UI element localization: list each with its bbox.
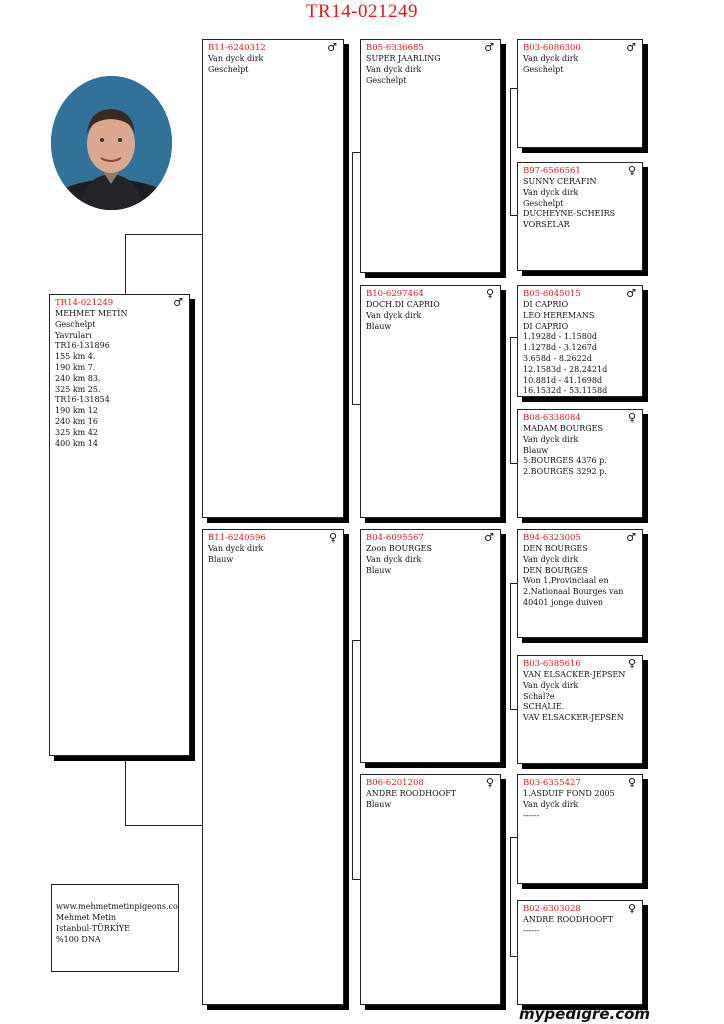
detail-line: Van dyck dirk bbox=[366, 554, 422, 564]
detail-line: ANDRE ROODHOOFT bbox=[366, 789, 457, 798]
detail-line: VORSELAR bbox=[523, 220, 570, 230]
detail-line: Schal?e bbox=[523, 691, 555, 701]
ring-number: B03-6385616 bbox=[523, 659, 581, 669]
owner-location: Istanbul-TÜRKİYE bbox=[56, 924, 131, 933]
detail-line: 190 km 12 bbox=[55, 406, 98, 416]
detail-line: Van dyck dirk bbox=[523, 799, 579, 809]
connector-line bbox=[510, 88, 511, 216]
female-symbol-icon: ♀ bbox=[485, 776, 494, 789]
owner-info-box bbox=[51, 884, 179, 972]
ring-number: B02-6303028 bbox=[523, 904, 581, 914]
great-grandparent-card[interactable] bbox=[517, 39, 643, 148]
detail-line: Blauw bbox=[523, 445, 549, 455]
detail-line: Geschelpt bbox=[523, 198, 564, 208]
detail-line: Blauw bbox=[366, 565, 392, 575]
detail-line: 2.BOURGES 3292 p. bbox=[523, 467, 607, 477]
owner-portrait-image bbox=[51, 76, 172, 210]
ring-number: B04-6095567 bbox=[366, 533, 424, 543]
dna-note: %100 DNA bbox=[56, 935, 101, 944]
owner-name: Mehmet Metin bbox=[56, 913, 117, 922]
grandparent-card[interactable] bbox=[360, 529, 501, 763]
detail-line: Van dyck dirk bbox=[208, 544, 264, 553]
connector-line bbox=[125, 756, 126, 826]
ring-number: B03-6355427 bbox=[523, 778, 581, 788]
detail-line: SCHALIE. bbox=[523, 702, 565, 712]
subject-card[interactable] bbox=[49, 294, 190, 756]
ring-number: B06-6201208 bbox=[366, 778, 424, 788]
male-symbol-icon: ♂ bbox=[626, 531, 636, 544]
sire-card[interactable] bbox=[202, 39, 344, 518]
ring-number: B11-6240596 bbox=[208, 533, 266, 543]
detail-line: 40401 jonge duiven bbox=[523, 597, 604, 607]
great-grandparent-card[interactable] bbox=[517, 774, 643, 884]
male-symbol-icon: ♂ bbox=[626, 287, 636, 300]
great-grandparent-card[interactable] bbox=[517, 529, 643, 638]
connector-line bbox=[510, 583, 511, 710]
detail-line: Zoon BOURGES bbox=[366, 544, 432, 553]
detail-line: Geschelpt bbox=[55, 319, 96, 329]
brand-logo: mypedigre.com bbox=[519, 1005, 651, 1023]
ring-number: B97-6566561 bbox=[523, 166, 581, 176]
male-symbol-icon: ♂ bbox=[484, 41, 494, 54]
detail-line: 1.1928d - 1.1580d bbox=[523, 332, 598, 342]
detail-line: VAN ELSACKER-JEPSEN bbox=[523, 670, 626, 679]
grandparent-card[interactable] bbox=[360, 39, 501, 273]
detail-line: Van dyck dirk bbox=[366, 310, 422, 320]
detail-line: DI CAPRIO bbox=[523, 321, 569, 331]
dam-card[interactable] bbox=[202, 529, 344, 1005]
detail-line: Van dyck dirk bbox=[523, 680, 579, 690]
detail-line: 1.1278d - 3.1267d bbox=[523, 343, 598, 353]
detail-line: 2.Nationaal Bourges van bbox=[523, 587, 624, 597]
connector-line bbox=[125, 825, 205, 826]
subject-details bbox=[55, 309, 184, 449]
detail-line: 10.881d - 41.1698d bbox=[523, 375, 603, 385]
male-symbol-icon: ♂ bbox=[327, 41, 337, 54]
female-symbol-icon: ♀ bbox=[627, 902, 636, 915]
detail-line: 3.658d - 8.2622d bbox=[523, 353, 592, 363]
female-symbol-icon: ♀ bbox=[485, 287, 494, 300]
female-symbol-icon: ♀ bbox=[328, 531, 337, 544]
male-symbol-icon: ♂ bbox=[173, 296, 183, 309]
detail-line: MADAM BOURGES bbox=[523, 424, 603, 433]
connector-line bbox=[125, 234, 205, 235]
detail-line: TR16-131854 bbox=[55, 395, 110, 405]
detail-line: LEO HEREMANS bbox=[523, 310, 595, 320]
detail-line: Geschelpt bbox=[366, 75, 407, 85]
detail-line: 5.BOURGES 4376 p. bbox=[523, 456, 607, 466]
detail-line: MEHMET METİN bbox=[55, 309, 128, 318]
detail-line: 240 km 83. bbox=[55, 373, 101, 383]
detail-line: Van dyck dirk bbox=[366, 64, 422, 74]
detail-line: 190 km 7. bbox=[55, 362, 96, 372]
website-link[interactable]: www.mehmetmetinpigeons.co bbox=[56, 902, 178, 911]
male-symbol-icon: ♂ bbox=[626, 41, 636, 54]
ring-number: TR14-021249 bbox=[55, 298, 114, 308]
great-grandparent-card[interactable] bbox=[517, 162, 643, 271]
ring-number: B94-6323005 bbox=[523, 533, 581, 543]
connector-line bbox=[125, 234, 126, 294]
detail-line: VAV ELSACKER-JEPSEN bbox=[523, 713, 624, 723]
detail-line: DEN BOURGES bbox=[523, 544, 588, 553]
female-symbol-icon: ♀ bbox=[627, 657, 636, 670]
detail-line: SUPER JAARLING bbox=[366, 54, 441, 63]
detail-line: Van dyck dirk bbox=[523, 187, 579, 197]
detail-line: Blauw bbox=[366, 799, 392, 809]
detail-line: DUCHEYNE-SCHEIRS bbox=[523, 209, 616, 219]
detail-line: 155 km 4. bbox=[55, 352, 96, 362]
detail-line: 12.1583d - 28.2421d bbox=[523, 364, 608, 374]
ring-number: B05-6336685 bbox=[366, 43, 424, 53]
pedigree-title: TR14-021249 bbox=[305, 1, 419, 22]
detail-line: SUNNY CERAFIN bbox=[523, 177, 597, 186]
detail-line: 400 km 14 bbox=[55, 438, 98, 448]
detail-line: DEN BOURGES bbox=[523, 565, 588, 575]
ring-number: B03-6086300 bbox=[523, 43, 581, 53]
detail-line: Van dyck dirk bbox=[523, 54, 579, 63]
detail-line: ANDRE ROODHOOFT bbox=[523, 915, 614, 924]
detail-line: Won 1.Provinciaal en bbox=[523, 576, 609, 586]
detail-line: 240 km 16 bbox=[55, 416, 98, 426]
male-symbol-icon: ♂ bbox=[484, 531, 494, 544]
ring-number: B08-6338084 bbox=[523, 413, 581, 423]
great-grandparent-card[interactable] bbox=[517, 655, 643, 764]
detail-line: Geschelpt bbox=[208, 64, 249, 74]
ring-number: B11-6240312 bbox=[208, 43, 266, 53]
female-symbol-icon: ♀ bbox=[627, 164, 636, 177]
ring-number: B05-6045015 bbox=[523, 289, 581, 299]
detail-line: 16.1532d - 53.1158d bbox=[523, 386, 608, 396]
detail-line: DI CAPRIO bbox=[523, 300, 569, 309]
connector-line bbox=[352, 640, 353, 880]
detail-line: 325 km 25. bbox=[55, 384, 101, 394]
ring-number: B10-6297464 bbox=[366, 289, 424, 299]
detail-line: Blauw bbox=[208, 554, 234, 564]
female-symbol-icon: ♀ bbox=[627, 776, 636, 789]
female-symbol-icon: ♀ bbox=[627, 411, 636, 424]
detail-line: Van dyck dirk bbox=[523, 434, 579, 444]
great-grandparent-card[interactable] bbox=[517, 900, 643, 1005]
detail-line: Blauw bbox=[366, 321, 392, 331]
great-grandparent-card[interactable] bbox=[517, 409, 643, 518]
connector-line bbox=[352, 152, 353, 405]
detail-line: 1.ASDUIF FOND 2005 bbox=[523, 789, 615, 798]
connector-line bbox=[510, 837, 511, 957]
owner-photo bbox=[51, 76, 172, 210]
detail-line: Geschelpt bbox=[523, 64, 564, 74]
detail-line: ------ bbox=[523, 810, 540, 820]
detail-line: Yavruları bbox=[55, 330, 92, 340]
detail-line: Van dyck dirk bbox=[208, 54, 264, 63]
great-grandparent-card[interactable] bbox=[517, 285, 643, 397]
detail-line: TR16-131896 bbox=[55, 341, 110, 351]
detail-line: ------ bbox=[523, 925, 540, 935]
detail-line: DOCH.DI CAPRIO bbox=[366, 300, 440, 309]
grandparent-card[interactable] bbox=[360, 285, 501, 518]
connector-line bbox=[510, 337, 511, 464]
grandparent-card[interactable] bbox=[360, 774, 501, 1005]
detail-line: Van dyck dirk bbox=[523, 554, 579, 564]
detail-line: 325 km 42 bbox=[55, 427, 98, 437]
